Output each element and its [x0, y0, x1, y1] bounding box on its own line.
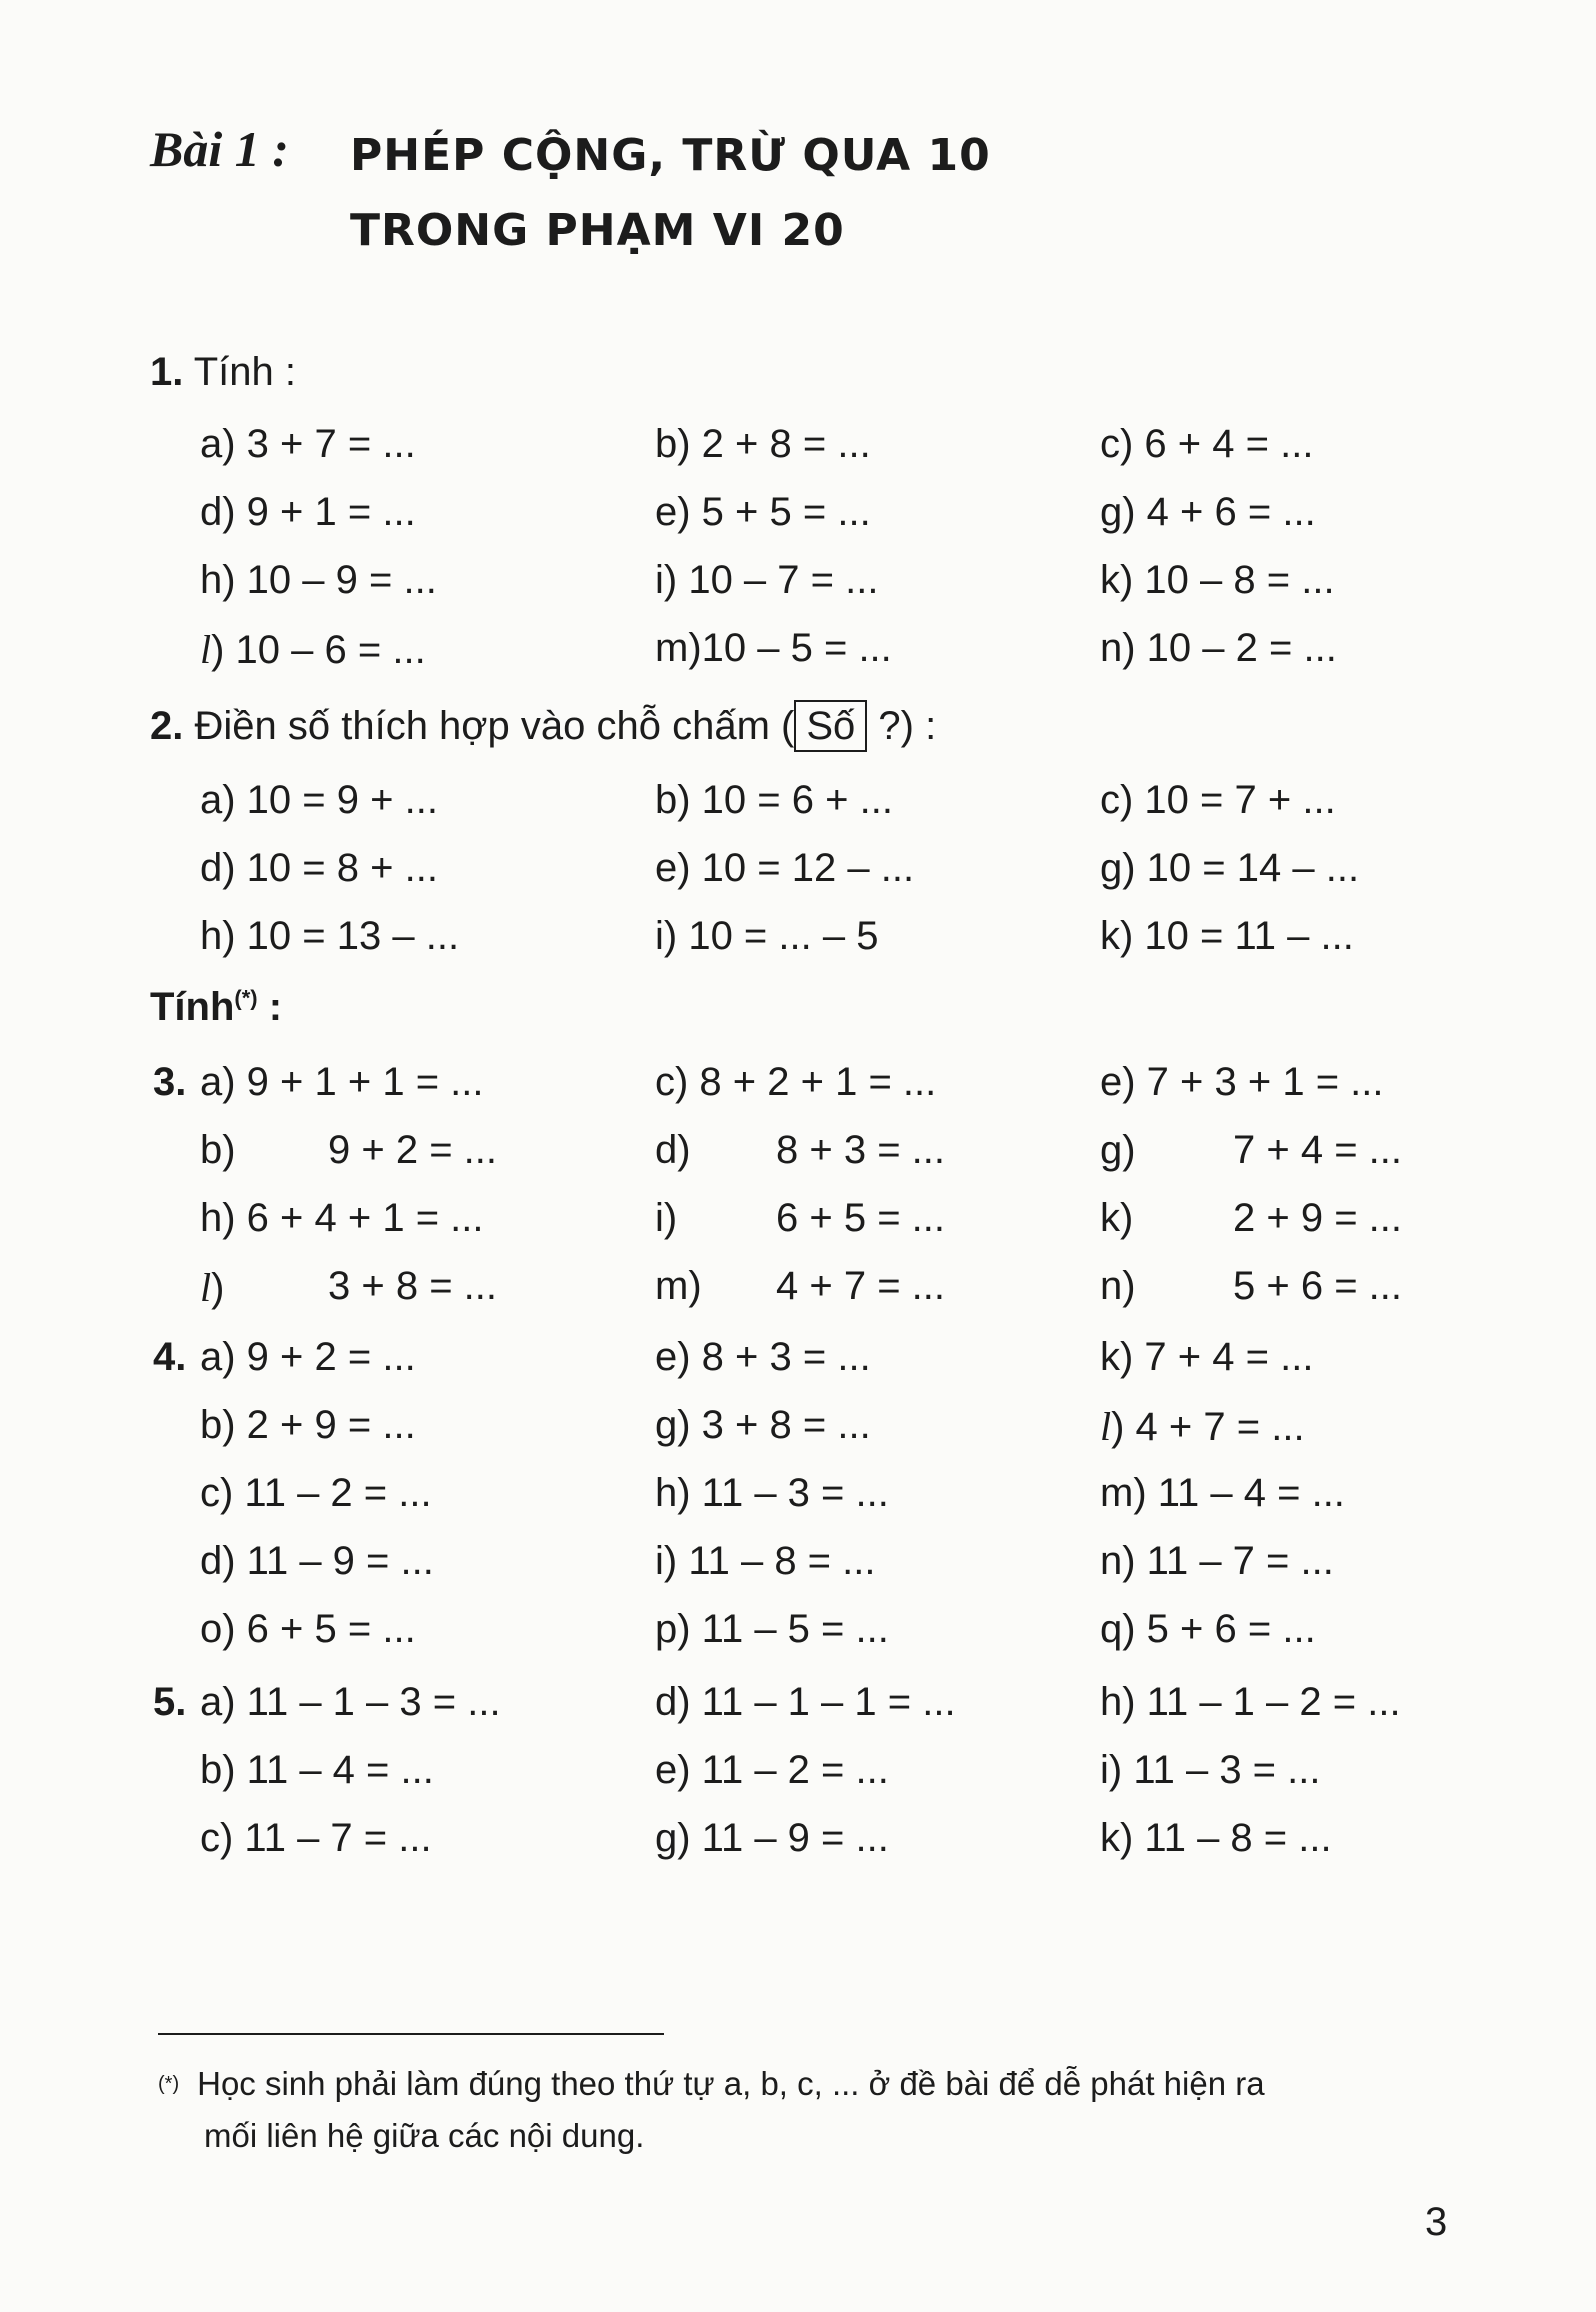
- page-number: 3: [1425, 2200, 1448, 2244]
- exercise-row: [0, 846, 1596, 902]
- exercise-number: 2.: [150, 704, 184, 748]
- problem: m)10 – 5 = ...: [655, 626, 892, 670]
- exercise-number-text: 3.: [153, 1060, 187, 1104]
- exercise-1-heading: [150, 350, 296, 395]
- problem: [1100, 1403, 1305, 1450]
- so-box: Số: [794, 700, 867, 752]
- problem: g) 3 + 8 = ...: [655, 1403, 871, 1447]
- problem: c) 8 + 2 + 1 = ...: [655, 1060, 937, 1104]
- exercise-row: [0, 1060, 1596, 1116]
- problem: d) 9 + 1 = ...: [200, 490, 416, 534]
- problem: e) 10 = 12 – ...: [655, 846, 915, 890]
- problem: d) 10 = 8 + ...: [200, 846, 438, 890]
- exercise-row: [0, 1680, 1596, 1736]
- problem-expression: ) 10 – 6 = ...: [211, 628, 426, 672]
- problem: k) 7 + 4 = ...: [1100, 1335, 1314, 1379]
- lesson-label: Bài 1 :: [150, 121, 289, 177]
- footnote: [158, 2058, 1458, 2162]
- problem: [200, 626, 426, 673]
- exercise-row: [0, 1264, 1596, 1320]
- problem-label: m): [655, 1264, 702, 1308]
- lesson-title-line-1: PHÉP CỘNG, TRỪ QUA 10: [350, 130, 991, 181]
- exercise-row: [0, 1196, 1596, 1252]
- problem: c) 11 – 2 = ...: [200, 1471, 432, 1515]
- problem: i) 11 – 3 = ...: [1100, 1748, 1321, 1792]
- exercise-row: [0, 1607, 1596, 1663]
- problem: a) 10 = 9 + ...: [200, 778, 438, 822]
- exercise-row: [0, 1128, 1596, 1184]
- problem-label: n): [1100, 1264, 1136, 1308]
- problem: e) 7 + 3 + 1 = ...: [1100, 1060, 1384, 1104]
- problem: n) 11 – 7 = ...: [1100, 1539, 1334, 1583]
- problem: k) 10 = 11 – ...: [1100, 914, 1354, 958]
- exercise-row: [0, 422, 1596, 478]
- exercise-instruction: Điền số thích hợp vào chỗ chấm (: [194, 704, 795, 748]
- exercise-row: [0, 558, 1596, 614]
- problem: b) 2 + 9 = ...: [200, 1403, 416, 1447]
- problem: a) 3 + 7 = ...: [200, 422, 416, 466]
- exercise-number-text: 4.: [153, 1335, 187, 1379]
- problem: c) 11 – 7 = ...: [200, 1816, 432, 1860]
- problem-letter: l: [1100, 1404, 1112, 1449]
- problem: a) 9 + 1 + 1 = ...: [200, 1060, 484, 1104]
- problem: h) 11 – 3 = ...: [655, 1471, 889, 1515]
- problem: a) 11 – 1 – 3 = ...: [200, 1680, 501, 1724]
- exercise-row: [0, 1471, 1596, 1527]
- problem: n) 10 – 2 = ...: [1100, 626, 1337, 670]
- exercise-instruction-end: ?) :: [867, 704, 937, 748]
- exercise-number: [153, 1335, 186, 1380]
- problem-label: [200, 1264, 224, 1311]
- footnote-ref: (*): [234, 985, 258, 1011]
- exercise-row: [0, 490, 1596, 546]
- exercise-2-heading: [150, 700, 936, 752]
- exercise-number: [153, 1060, 186, 1105]
- problem: e) 11 – 2 = ...: [655, 1748, 889, 1792]
- problem: h) 11 – 1 – 2 = ...: [1100, 1680, 1401, 1724]
- tinh-heading: [150, 985, 282, 1030]
- lesson-title-line-2: TRONG PHẠM VI 20: [350, 205, 845, 256]
- problem: d) 11 – 9 = ...: [200, 1539, 434, 1583]
- exercise-number: [153, 1680, 186, 1725]
- problem: c) 6 + 4 = ...: [1100, 422, 1314, 466]
- exercise-row: [0, 778, 1596, 834]
- problem-label: d): [655, 1128, 691, 1172]
- problem: h) 6 + 4 + 1 = ...: [200, 1196, 484, 1240]
- problem-expression: 6 + 5 = ...: [776, 1196, 946, 1240]
- problem: g) 10 = 14 – ...: [1100, 846, 1360, 890]
- problem: i) 11 – 8 = ...: [655, 1539, 876, 1583]
- problem-expression: 9 + 2 = ...: [328, 1128, 498, 1172]
- footnote-mark: (*): [158, 2073, 180, 2095]
- footnote-divider: [158, 2033, 664, 2035]
- problem-expression: 5 + 6 = ...: [1233, 1264, 1403, 1308]
- problem-letter: l: [200, 627, 212, 672]
- exercise-row: [0, 1748, 1596, 1804]
- footnote-line-2: mối liên hệ giữa các nội dung.: [204, 2117, 645, 2154]
- problem: i) 10 – 7 = ...: [655, 558, 879, 602]
- problem: g) 11 – 9 = ...: [655, 1816, 889, 1860]
- exercise-row: [0, 1335, 1596, 1391]
- problem: h) 10 – 9 = ...: [200, 558, 437, 602]
- problem-expression: 4 + 7 = ...: [776, 1264, 946, 1308]
- problem: e) 8 + 3 = ...: [655, 1335, 871, 1379]
- problem: h) 10 = 13 – ...: [200, 914, 460, 958]
- problem: k) 10 – 8 = ...: [1100, 558, 1335, 602]
- problem-letter: l: [200, 1265, 212, 1310]
- exercise-row: [0, 1403, 1596, 1459]
- problem: e) 5 + 5 = ...: [655, 490, 871, 534]
- exercise-number-text: 5.: [153, 1680, 187, 1724]
- exercise-row: [0, 1816, 1596, 1872]
- exercise-row: [0, 626, 1596, 682]
- problem-expression: ) 4 + 7 = ...: [1111, 1405, 1305, 1449]
- problem: c) 10 = 7 + ...: [1100, 778, 1336, 822]
- exercise-row: [0, 1539, 1596, 1595]
- problem-label: g): [1100, 1128, 1136, 1172]
- problem: a) 9 + 2 = ...: [200, 1335, 416, 1379]
- problem-label: k): [1100, 1196, 1134, 1240]
- problem: p) 11 – 5 = ...: [655, 1607, 889, 1651]
- problem: m) 11 – 4 = ...: [1100, 1471, 1345, 1515]
- problem: b) 2 + 8 = ...: [655, 422, 871, 466]
- problem-expression: 3 + 8 = ...: [328, 1264, 498, 1308]
- footnote-line-1: Học sinh phải làm đúng theo thứ tự a, b, c, ... ở đề bài để dễ phát hiện ra: [197, 2065, 1265, 2102]
- problem: d) 11 – 1 – 1 = ...: [655, 1680, 956, 1724]
- problem: b) 11 – 4 = ...: [200, 1748, 434, 1792]
- problem-label: i): [655, 1196, 678, 1240]
- problem: k) 11 – 8 = ...: [1100, 1816, 1332, 1860]
- problem-expression: 7 + 4 = ...: [1233, 1128, 1403, 1172]
- problem: o) 6 + 5 = ...: [200, 1607, 416, 1651]
- problem: q) 5 + 6 = ...: [1100, 1607, 1316, 1651]
- problem: g) 4 + 6 = ...: [1100, 490, 1316, 534]
- problem-label: b): [200, 1128, 236, 1172]
- problem: i) 10 = ... – 5: [655, 914, 879, 958]
- tinh-colon: :: [257, 985, 283, 1029]
- problem-expression: 2 + 9 = ...: [1233, 1196, 1403, 1240]
- problem-paren: ): [211, 1266, 225, 1310]
- exercise-number: 1.: [150, 350, 184, 394]
- tinh-label: Tính: [150, 985, 235, 1029]
- exercise-row: [0, 914, 1596, 970]
- problem: b) 10 = 6 + ...: [655, 778, 893, 822]
- problem-expression: 8 + 3 = ...: [776, 1128, 946, 1172]
- exercise-instruction: Tính :: [193, 350, 297, 394]
